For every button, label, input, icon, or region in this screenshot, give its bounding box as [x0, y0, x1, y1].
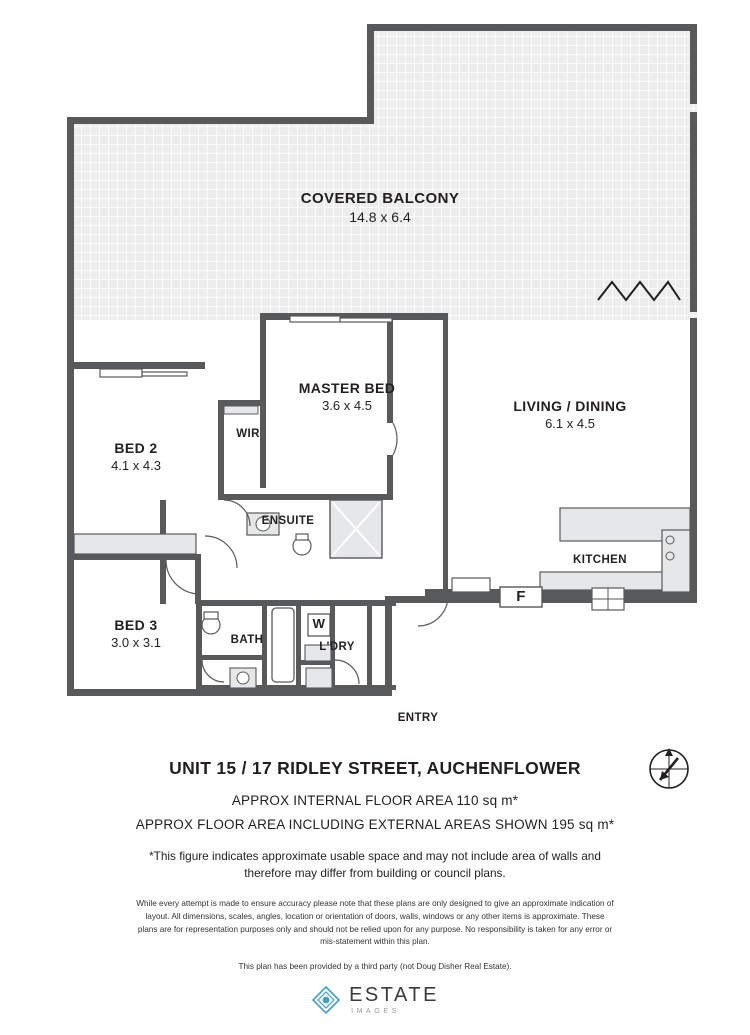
room-label-ldry: L'DRY [319, 641, 355, 653]
room-label-living-dining: LIVING / DINING 6.1 x 4.5 [513, 398, 627, 431]
area-note-line2: therefore may differ from building or council plans. [244, 866, 506, 881]
area-note-line1: *This figure indicates approximate usable space and may not include area of walls and [149, 849, 601, 863]
room-label-wir: WIR [236, 428, 260, 440]
washer-label: W [312, 616, 326, 631]
room-label-entry: ENTRY [397, 712, 439, 724]
area-note [0, 848, 750, 882]
room-label-bed-3: BED 3 3.0 x 3.1 [111, 617, 161, 650]
page-title: UNIT 15 / 17 RIDLEY STREET, AUCHENFLOWER [169, 758, 581, 778]
plan-footer [0, 735, 750, 1015]
disclaimer-text: While every attempt is made to ensure accuracy please note that these plans are only designed to give an approximate indication of layout. All dimensions, scales, angles, location or orientation of doors, walls, windows or any other items is approximate. These plans are for representation purposes only and should not be relied upon for any purpose. No responsibility is taken for any error or mis-statement within this plan. [136, 899, 614, 947]
room-label-bed-2: BED 2 4.1 x 4.3 [111, 440, 161, 473]
room-label-bath: BATH [230, 634, 264, 646]
room-label-master-bed: MASTER BED 3.6 x 4.5 [298, 380, 396, 413]
provided-by-text: This plan has been provided by a third party (not Doug Disher Real Estate). [238, 962, 512, 971]
total-area-text: APPROX FLOOR AREA INCLUDING EXTERNAL AREAS SHOWN 195 sq m* [135, 817, 615, 832]
logo-secondary-text: IMAGES [351, 1008, 400, 1015]
internal-area-text: APPROX INTERNAL FLOOR AREA 110 sq m* [231, 793, 519, 808]
room-label-kitchen: KITCHEN [573, 554, 627, 566]
logo-diamond-icon [311, 985, 341, 1015]
fridge-label: F [516, 588, 526, 605]
room-label-ensuite: ENSUITE [261, 515, 315, 527]
room-label-covered-balcony: COVERED BALCONY 14.8 x 6.4 [300, 190, 460, 225]
estate-images-logo [0, 985, 750, 1015]
logo-primary-text: ESTATE [349, 984, 439, 1006]
